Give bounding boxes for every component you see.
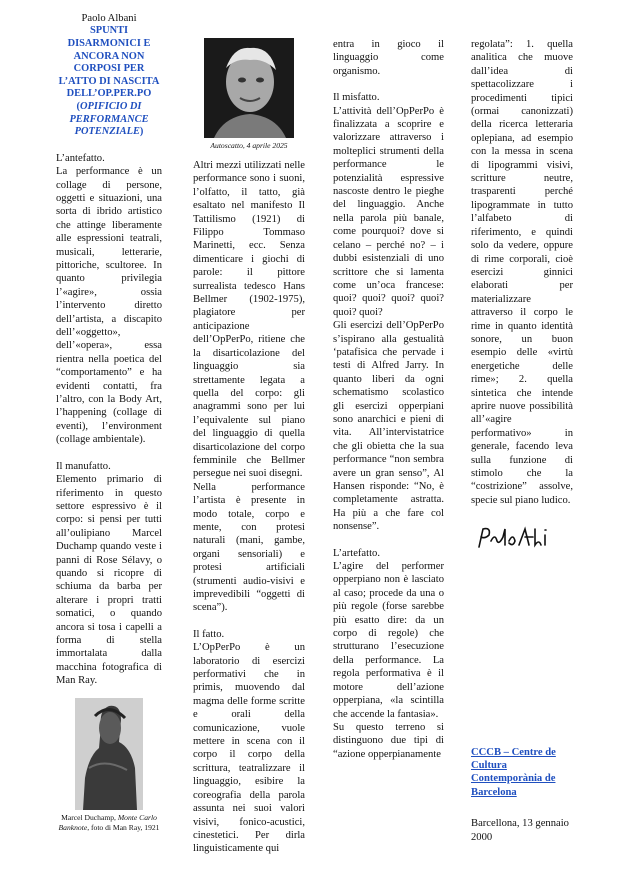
paragraph-organismo: entra in gioco il linguaggio come organismo. xyxy=(333,39,444,77)
signature-image xyxy=(475,525,555,551)
section-heading-misfatto: Il misfatto. xyxy=(333,92,380,104)
paragraph-azione: Su questo terreno si distinguono due tipi di “azione opperpianamente xyxy=(333,721,444,760)
column-1 xyxy=(56,12,162,833)
paragraph-fatto: L’OpPerPo è un laboratorio di esercizi performativi che in primis, muovendo dal magma delle forme scritte e orali della comunicazione, vuole mettere in scena con il corpo il corpo della scrittura, teatralizzare il linguaggio, esibire la coreografia della parola assunta nei suoi valori visivi, fonico-acustici, cinestetici. Per dirla linguisticamente qui xyxy=(193,642,305,855)
date-line: Barcellona, 13 gennaio 2000 xyxy=(471,818,569,843)
section-heading-artefatto: L’artefatto. xyxy=(333,547,380,559)
self-portrait-caption: Autoscatto, 4 aprile 2025 xyxy=(210,141,288,150)
duchamp-photo-image xyxy=(75,698,143,810)
column-2 xyxy=(193,38,305,856)
document-title: SPUNTI DISARMONICI E ANCORA NON CORPOSI PER L’ATTO DI NASCITA DELL’OP.PER.PO (OPIFICIO DI PERFORMANCE POTENZIALE) xyxy=(58,25,160,138)
duchamp-photo xyxy=(75,698,143,810)
paragraph-misfatto: L’attività dell’OpPerPo è finalizzata a scoprire e valorizzare attraverso i molteplici strumenti della performance le potenzialità espressive nascoste dentro le pieghe del linguaggio. Anche nella parola più banale, come pourquoi? dove si celano – perché no? – i dubbi esistenziali di uno scrittore che si lamenta come un’oca francese: quoi? quoi? quoi? quoi? quoi? quoi? xyxy=(333,105,444,318)
column-4 xyxy=(471,38,573,844)
self-portrait-photo xyxy=(204,38,294,138)
paragraph-manufatto: Elemento primario di riferimento in questo settore espressivo è il corpo: si pensi per tutti all’oulipiano Marcel Duchamp quando veste i panni di Rose Sélavy, o quando si ricopre di schiuma da barba per alterare i propri tratti somatici, o quando ancora si tosa i capelli a forma di stella immortalata dalla macchina fotografica di Man Ray. xyxy=(56,474,162,687)
column-3 xyxy=(333,38,444,761)
self-portrait-image xyxy=(204,38,294,138)
paragraph-regolata: regolata”: 1. quella analitica che muove dall’idea di spettacolizzare i procedimenti tipici (ormai canonizzati) della ricerca letteraria oplepiana, ad esempio con la messa in scena di lipogrammi visivi, scritture neutre, trasparenti perché lipogrammate in tutto l’alfabeto di riferimento, e quindi solo da vedere, oppure di rime corporali, cioè esercizi ginnici elaborati per materializzare attraverso il corpo le rime in quanto identità sonore, un buon esempio delle «virtù energetiche delle rime»; 2. quella sintetica che intende aprire nuove possibilità all’«agire performativo» in generale, facendo leva sulla funzione di stimolo che la “costrizione” assolve, specie sul piano ludico. xyxy=(471,39,573,506)
paragraph-protesi: Nella performance l’artista è presente in modo totale, corpo e mente, con protesi naturali (mani, gambe, organi sensoriali) e protesi artificiali (strumenti audio-visivi e imprevedibili “oggetti di scena”). xyxy=(193,481,305,614)
paragraph-jarry: Gli esercizi dell’OpPerPo s’ispirano alla gestualità ‘patafisica che pervade i testi di Alfred Jarry. In quanto liberi da ogni schematismo scolastico gli esercizi opperpiani sono anarchici e pieni di vita. All’intervistatrice che gli obietta che la sua performance “non sembra avere un gran senso”, Al Hansen risponde: “No, è completamente astratta. Ha più a che fare col nonsense”. xyxy=(333,320,444,533)
section-heading-manufatto: Il manufatto. xyxy=(56,460,111,472)
paragraph-mezzi: Altri mezzi utilizzati nelle performance sono i suoni, l’olfatto, il tatto, già esaltato nel manifesto Il Tattilismo (1921) di Filippo Tommaso Marinetti, ecc. Senza dimenticare i giochi di parole: il pittore surrealista tedesco Hans Bellmer (1902-1975), plagiatore per anticipazione dell’OpPerPo, ritiene che la disarticolazione del linguaggio sia strettamente legata a quella del corpo: gli anagrammi sono per lui l’equivalente sul piano del linguaggio di quella disarticolazione del corpo femminile che Bellmer persegue nei suoi disegni. xyxy=(193,160,305,480)
cccb-link[interactable]: CCCB – Centre de Cultura Contemporània de Barcelona xyxy=(471,746,556,798)
paragraph-artefatto: L’agire del performer opperpiano non è lasciato al caso; procede da una o più regole (forse sarebbe più esatto dire: da un corpo di regole) che strutturano l’esecuzione della performance. La regola performativa è il motore dell’azione opperpiana, «la scintilla che accende la fantasia». xyxy=(333,561,444,720)
author-name: Paolo Albani xyxy=(81,13,137,24)
duchamp-caption: Marcel Duchamp, Monte Carlo Banknote, foto di Man Ray, 1921 xyxy=(58,812,160,832)
paragraph-antefatto: La performance è un collage di persone, oggetti e situazioni, una sorta di ibrido artistico che attinge liberamente alle espressioni teatrali, musicali, letterarie, pittoriche, scultoree. In quanto privilegia l’«agire», ossia l’intervento diretto dell’artista, a discapito dell’«oggetto», dell’«opera», essa rientra nella poetica del “comportamento” e ha evidenti contatti, fra l’altro, con la Body Art, l’happening (collage di eventi), l’environment (collage ambientale). xyxy=(56,166,162,446)
section-heading-antefatto: L’antefatto. xyxy=(56,152,105,164)
section-heading-fatto: Il fatto. xyxy=(193,628,225,640)
signature xyxy=(475,525,573,555)
